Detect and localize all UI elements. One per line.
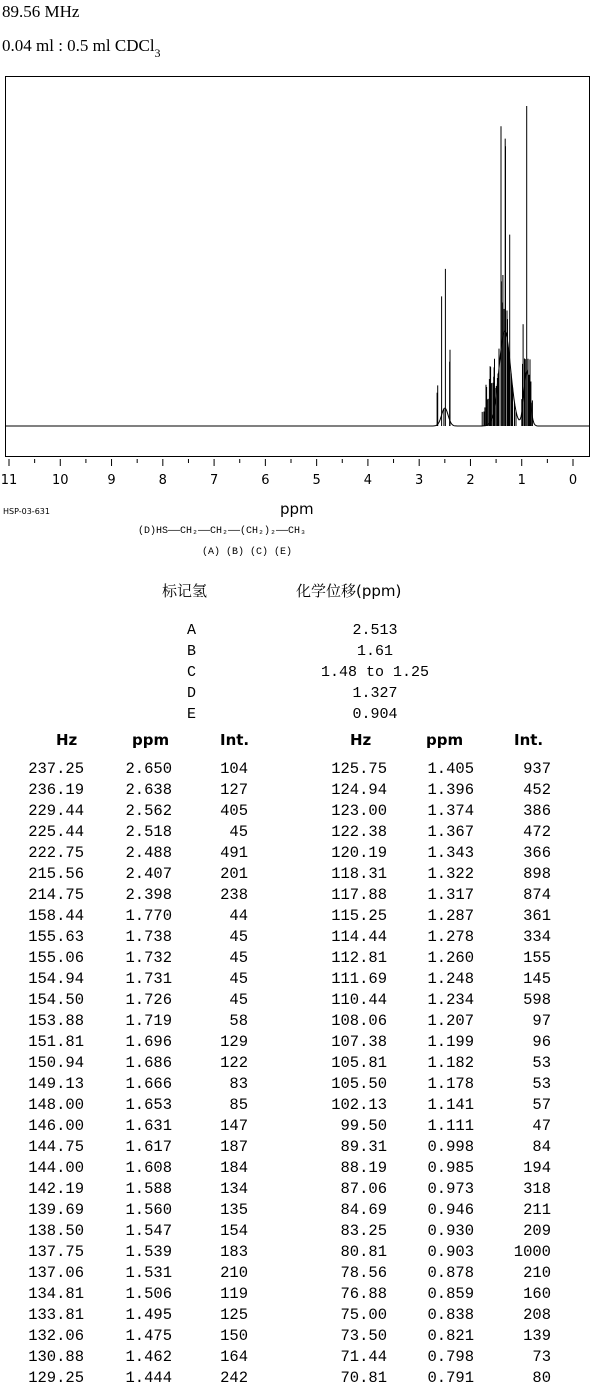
- peak-ppm-right: 0.930: [427, 1222, 474, 1240]
- peak-ppm-left: 1.653: [125, 1096, 172, 1114]
- peak-ppm-right: 1.178: [427, 1075, 474, 1093]
- peak-ppm-right: 0.946: [427, 1201, 474, 1219]
- peak-int-left: 187: [220, 1138, 248, 1156]
- structure-proton-labels: (A) (B) (C) (E): [202, 547, 293, 558]
- peak-int-right: 386: [523, 802, 551, 820]
- peak-hz-right: 88.19: [340, 1159, 387, 1177]
- peak-hz-left: 139.69: [28, 1201, 84, 1219]
- peak-hz-right: 120.19: [331, 844, 387, 862]
- peak-hz-right: 112.81: [331, 949, 387, 967]
- peak-hz-right: 111.69: [331, 970, 387, 988]
- peak-hz-right: 87.06: [340, 1180, 387, 1198]
- peak-hz-left: 133.81: [28, 1306, 84, 1324]
- peak-ppm-left: 1.666: [125, 1075, 172, 1093]
- peak-int-left: 210: [220, 1264, 248, 1282]
- peak-int-left: 154: [220, 1222, 248, 1240]
- peak-hz-left: 146.00: [28, 1117, 84, 1135]
- peak-int-left: 45: [229, 991, 248, 1009]
- peak-ppm-right: 1.141: [427, 1096, 474, 1114]
- assignment-shift: 2.513: [352, 622, 398, 639]
- peak-ppm-left: 1.560: [125, 1201, 172, 1219]
- peak-int-right: 208: [523, 1306, 551, 1324]
- peak-hz-left: 138.50: [28, 1222, 84, 1240]
- peak-int-left: 45: [229, 970, 248, 988]
- peak-ppm-right: 1.367: [427, 823, 474, 841]
- x-tick-label: 0: [568, 473, 578, 488]
- peak-int-right: 47: [532, 1117, 551, 1135]
- peak-int-left: 125: [220, 1306, 248, 1324]
- sample-code: HSP-03-631: [3, 507, 50, 516]
- peak-int-right: 1000: [513, 1243, 551, 1261]
- solvent-text: 0.04 ml : 0.5 ml CDCl: [2, 36, 155, 55]
- x-tick-label: 6: [261, 473, 270, 488]
- peak-hz-left: 137.75: [28, 1243, 84, 1261]
- peak-hz-left: 154.50: [28, 991, 84, 1009]
- peak-ppm-right: 1.207: [427, 1012, 474, 1030]
- peak-int-left: 405: [220, 802, 248, 820]
- peak-ppm-right: 1.182: [427, 1054, 474, 1072]
- peak-int-left: 150: [220, 1327, 248, 1345]
- peak-hz-right: 70.81: [340, 1369, 387, 1387]
- peak-hz-right: 105.50: [331, 1075, 387, 1093]
- peak-hz-right: 124.94: [331, 781, 387, 799]
- x-tick-label: 8: [158, 473, 167, 488]
- peak-hz-right: 110.44: [331, 991, 387, 1009]
- peak-ppm-right: 0.791: [427, 1369, 474, 1387]
- assignment-label-header: 标记氢: [162, 582, 208, 600]
- x-tick-label: 3: [415, 473, 424, 488]
- peak-int-right: 898: [523, 865, 551, 883]
- peak-hz-right: 114.44: [331, 928, 387, 946]
- assignment-label: C: [187, 664, 197, 681]
- assignment-shift-header: 化学位移(ppm): [296, 582, 402, 600]
- x-tick-label: 1: [517, 473, 526, 488]
- peak-hz-left: 149.13: [28, 1075, 84, 1093]
- peak-hz-left: 215.56: [28, 865, 84, 883]
- peak-int-left: 164: [220, 1348, 248, 1366]
- peak-ppm-left: 2.562: [125, 802, 172, 820]
- peak-ppm-left: 1.686: [125, 1054, 172, 1072]
- peak-int-right: 57: [532, 1096, 551, 1114]
- peak-hz-right: 118.31: [331, 865, 387, 883]
- peak-hz-right: 99.50: [340, 1117, 387, 1135]
- peak-hz-left: 155.63: [28, 928, 84, 946]
- peak-ppm-left: 1.495: [125, 1306, 172, 1324]
- peak-hz-left: 137.06: [28, 1264, 84, 1282]
- peak-int-right: 361: [523, 907, 551, 925]
- peak-int-right: 937: [523, 760, 551, 778]
- peak-hz-right: 125.75: [331, 760, 387, 778]
- peak-hz-left: 155.06: [28, 949, 84, 967]
- peak-hz-left: 153.88: [28, 1012, 84, 1030]
- peak-int-left: 119: [220, 1285, 248, 1303]
- peak-int-left: 491: [220, 844, 248, 862]
- peak-ppm-right: 0.821: [427, 1327, 474, 1345]
- peak-int-right: 53: [532, 1054, 551, 1072]
- peak-int-left: 184: [220, 1159, 248, 1177]
- peak-int-right: 96: [532, 1033, 551, 1051]
- peak-ppm-left: 1.617: [125, 1138, 172, 1156]
- peak-hz-left: 237.25: [28, 760, 84, 778]
- peak-hz-right: 84.69: [340, 1201, 387, 1219]
- peak-ppm-left: 1.732: [125, 949, 172, 967]
- peak-ppm-right: 0.973: [427, 1180, 474, 1198]
- peak-ppm-right: 1.374: [427, 802, 474, 820]
- assignment-label: A: [187, 622, 197, 639]
- peak-ppm-right: 0.903: [427, 1243, 474, 1261]
- peak-hz-left: 154.94: [28, 970, 84, 988]
- peak-ppm-left: 1.731: [125, 970, 172, 988]
- x-tick-label: 2: [466, 473, 475, 488]
- peak-ppm-right: 1.317: [427, 886, 474, 904]
- peak-hz-left: 132.06: [28, 1327, 84, 1345]
- peak-hz-right: 78.56: [340, 1264, 387, 1282]
- peak-hz-right: 117.88: [331, 886, 387, 904]
- peak-int-right: 209: [523, 1222, 551, 1240]
- peak-hz-right: 107.38: [331, 1033, 387, 1051]
- peak-hz-left: 150.94: [28, 1054, 84, 1072]
- assignment-label: D: [187, 685, 197, 702]
- peak-ppm-right: 1.248: [427, 970, 474, 988]
- x-tick-label: 10: [51, 473, 69, 488]
- peak-hz-left: 236.19: [28, 781, 84, 799]
- peak-int-right: 145: [523, 970, 551, 988]
- assignment-shift: 1.327: [352, 685, 398, 702]
- peak-int-left: 147: [220, 1117, 248, 1135]
- peak-ppm-right: 1.111: [427, 1117, 474, 1135]
- peak-ppm-right: 1.260: [427, 949, 474, 967]
- peak-int-left: 85: [229, 1096, 248, 1114]
- peak-ppm-left: 2.407: [125, 865, 172, 883]
- peak-ppm-right: 0.838: [427, 1306, 474, 1324]
- peak-ppm-right: 0.998: [427, 1138, 474, 1156]
- peak-ppm-left: 1.531: [125, 1264, 172, 1282]
- peak-hz-left: 130.88: [28, 1348, 84, 1366]
- peak-hz-right: 76.88: [340, 1285, 387, 1303]
- peak-ppm-left: 1.738: [125, 928, 172, 946]
- x-tick-label: 5: [312, 473, 321, 488]
- peak-ppm-left: 2.488: [125, 844, 172, 862]
- peak-ppm-left: 1.506: [125, 1285, 172, 1303]
- peak-int-right: 97: [532, 1012, 551, 1030]
- peak-int-left: 45: [229, 949, 248, 967]
- peak-ppm-right: 1.199: [427, 1033, 474, 1051]
- assignment-shift: 1.48 to 1.25: [320, 664, 430, 681]
- peak-ppm-right: 1.405: [427, 760, 474, 778]
- peak-int-right: 155: [523, 949, 551, 967]
- peak-ppm-left: 1.539: [125, 1243, 172, 1261]
- x-tick-label: 11: [0, 473, 18, 488]
- peak-ppm-right: 1.343: [427, 844, 474, 862]
- peak-ppm-left: 1.726: [125, 991, 172, 1009]
- peak-ppm-left: 2.518: [125, 823, 172, 841]
- peak-hz-right: 102.13: [331, 1096, 387, 1114]
- structure-formula: (D)HS——CH₂——CH₂——(CH₂)₂——CH₃: [138, 526, 307, 537]
- peak-hz-right: 105.81: [331, 1054, 387, 1072]
- peak-int-left: 242: [220, 1369, 248, 1387]
- peak-ppm-left: 2.638: [125, 781, 172, 799]
- peak-ppm-right: 0.985: [427, 1159, 474, 1177]
- peak-header-hz-left: Hz: [56, 731, 78, 749]
- spectrometer-frequency: 89.56 MHz: [2, 2, 80, 21]
- peak-ppm-right: 1.278: [427, 928, 474, 946]
- peak-int-right: 334: [523, 928, 551, 946]
- peak-int-left: 45: [229, 928, 248, 946]
- peak-ppm-right: 0.798: [427, 1348, 474, 1366]
- peak-ppm-right: 1.322: [427, 865, 474, 883]
- peak-ppm-right: 1.287: [427, 907, 474, 925]
- peak-hz-left: 129.25: [28, 1369, 84, 1387]
- assignment-label: B: [187, 643, 197, 660]
- peak-hz-left: 151.81: [28, 1033, 84, 1051]
- peak-ppm-left: 1.631: [125, 1117, 172, 1135]
- peak-header-hz-right: Hz: [350, 731, 372, 749]
- peak-hz-left: 214.75: [28, 886, 84, 904]
- peak-hz-left: 158.44: [28, 907, 84, 925]
- peak-ppm-left: 1.462: [125, 1348, 172, 1366]
- peak-int-right: 84: [532, 1138, 551, 1156]
- peak-int-left: 122: [220, 1054, 248, 1072]
- peak-hz-right: 115.25: [331, 907, 387, 925]
- peak-header-int-left: Int.: [220, 731, 250, 749]
- peak-int-left: 44: [229, 907, 248, 925]
- peak-ppm-left: 1.444: [125, 1369, 172, 1387]
- peak-ppm-right: 0.878: [427, 1264, 474, 1282]
- peak-hz-right: 89.31: [340, 1138, 387, 1156]
- peak-hz-right: 75.00: [340, 1306, 387, 1324]
- peak-int-right: 73: [532, 1348, 551, 1366]
- peak-hz-right: 122.38: [331, 823, 387, 841]
- peak-header-int-right: Int.: [514, 731, 544, 749]
- x-tick-label: 7: [209, 473, 219, 488]
- peak-int-left: 104: [220, 760, 248, 778]
- peak-hz-left: 225.44: [28, 823, 84, 841]
- peak-ppm-left: 1.475: [125, 1327, 172, 1345]
- peak-hz-right: 123.00: [331, 802, 387, 820]
- peak-hz-left: 222.75: [28, 844, 84, 862]
- peak-int-right: 452: [523, 781, 551, 799]
- peak-hz-right: 83.25: [340, 1222, 387, 1240]
- peak-int-right: 210: [523, 1264, 551, 1282]
- peak-int-right: 160: [523, 1285, 551, 1303]
- peak-int-left: 201: [220, 865, 248, 883]
- peak-int-right: 139: [523, 1327, 551, 1345]
- peak-int-left: 183: [220, 1243, 248, 1261]
- peak-ppm-left: 1.719: [125, 1012, 172, 1030]
- peak-hz-left: 144.75: [28, 1138, 84, 1156]
- peak-hz-left: 142.19: [28, 1180, 84, 1198]
- peak-int-left: 238: [220, 886, 248, 904]
- peak-ppm-right: 1.396: [427, 781, 474, 799]
- nmr-spectrum-chart: [0, 0, 595, 520]
- peak-hz-right: 80.81: [340, 1243, 387, 1261]
- assignment-label: E: [187, 706, 197, 723]
- peak-ppm-left: 2.398: [125, 886, 172, 904]
- peak-int-right: 472: [523, 823, 551, 841]
- peak-int-left: 58: [229, 1012, 248, 1030]
- solvent-subscript: 3: [154, 46, 161, 60]
- peak-int-left: 134: [220, 1180, 248, 1198]
- peak-ppm-left: 1.608: [125, 1159, 172, 1177]
- peak-int-left: 129: [220, 1033, 248, 1051]
- x-tick-label: 4: [363, 473, 373, 488]
- peak-hz-left: 229.44: [28, 802, 84, 820]
- assignment-shift: 0.904: [352, 706, 398, 723]
- x-axis-label: ppm: [280, 500, 314, 518]
- peak-int-right: 53: [532, 1075, 551, 1093]
- peak-ppm-right: 1.234: [427, 991, 474, 1009]
- peak-int-right: 598: [523, 991, 551, 1009]
- peak-ppm-left: 1.696: [125, 1033, 172, 1051]
- peak-ppm-left: 1.547: [125, 1222, 172, 1240]
- peak-int-right: 318: [523, 1180, 551, 1198]
- peak-ppm-left: 1.770: [125, 907, 172, 925]
- peak-int-right: 194: [523, 1159, 551, 1177]
- peak-hz-left: 144.00: [28, 1159, 84, 1177]
- assignment-shift: 1.61: [356, 643, 393, 660]
- peak-int-right: 211: [523, 1201, 551, 1219]
- peak-int-right: 80: [532, 1369, 551, 1387]
- peak-hz-right: 73.50: [340, 1327, 387, 1345]
- peak-int-right: 366: [523, 844, 551, 862]
- peak-int-left: 45: [229, 823, 248, 841]
- peak-hz-left: 134.81: [28, 1285, 84, 1303]
- peak-int-left: 127: [220, 781, 248, 799]
- peak-int-right: 874: [523, 886, 551, 904]
- x-tick-label: 9: [107, 473, 116, 488]
- peak-header-ppm-right: ppm: [426, 731, 464, 749]
- peak-hz-right: 108.06: [331, 1012, 387, 1030]
- peak-ppm-right: 0.859: [427, 1285, 474, 1303]
- peak-ppm-left: 1.588: [125, 1180, 172, 1198]
- peak-header-ppm-left: ppm: [132, 731, 170, 749]
- peak-hz-right: 71.44: [340, 1348, 387, 1366]
- peak-int-left: 83: [229, 1075, 248, 1093]
- peak-hz-left: 148.00: [28, 1096, 84, 1114]
- peak-int-left: 135: [220, 1201, 248, 1219]
- peak-ppm-left: 2.650: [125, 760, 172, 778]
